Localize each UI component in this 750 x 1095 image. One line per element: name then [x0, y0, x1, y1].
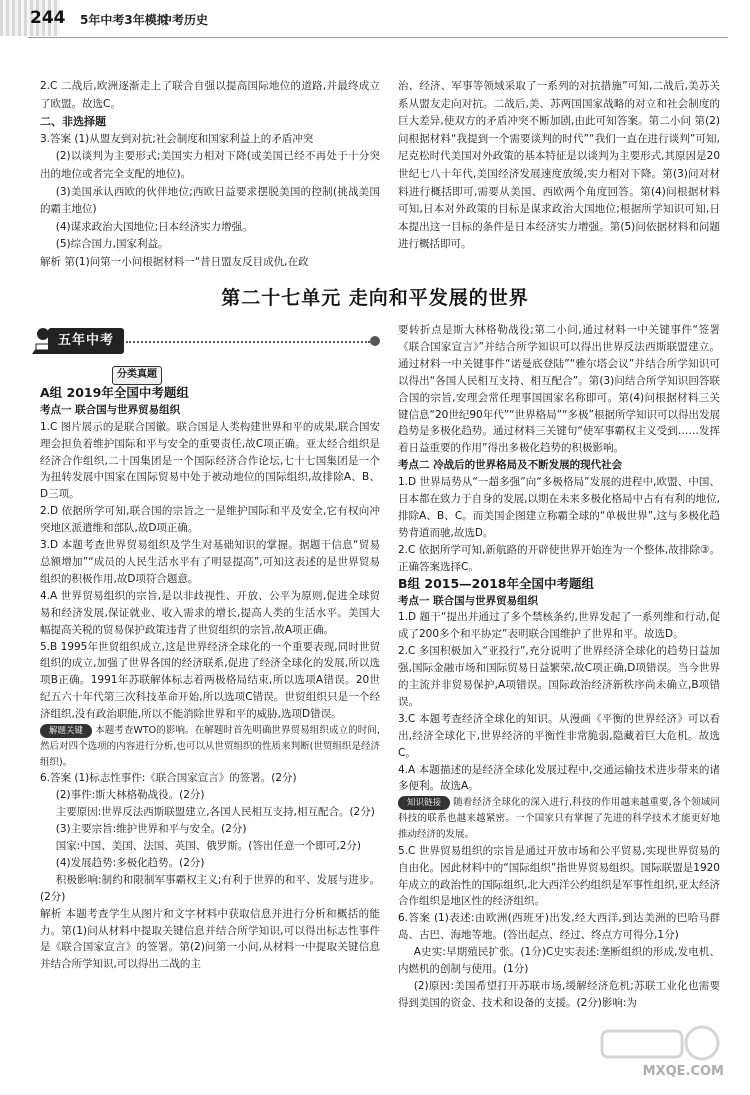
- q3-answer-5: (5)综合国力,国家利益。: [55, 238, 169, 251]
- q3-analysis: 解析 第(1)问第一小问根据材料一“昔日盟友反目成仇,在政: [40, 255, 309, 268]
- q3-answer-2: (2)以谈判为主要形式;美国实力相对下降(或美国已经不再处于十分突出的地位或者完全支配的地位)。: [40, 150, 380, 180]
- section-heading: 二、非选择题: [40, 115, 106, 129]
- answer-4: 4.A 世界贸易组织的宗旨,是以非歧视性、开放、公平为原则,促进全球贸易和经济发展,保证就业、收入需求的增长,提高人类的生活水平。美国大幅提高关税的贸易保护政策违背了世贸组织的宗旨,故A项正确。: [40, 589, 380, 636]
- q6-analysis: 解析 本题考查学生从图片和文字材料中获取信息并进行分析和概括的能力。第(1)问从材料中提取关键信息并结合所学知识,可以得出标志性事件是《联合国家宣言》的签署。第(2)问第一小问,从材料一中提取关键信息并结合所学知识,可以得出二战的主: [40, 907, 380, 971]
- q6-answer-3a: (3)主要宗旨:维护世界和平与安全。(2分): [55, 823, 247, 836]
- subject-title: 中考历史: [160, 13, 209, 27]
- right-bottom-column: [398, 322, 720, 1012]
- answer-r2: 2.C 依据所学可知,新航路的开辟使世界开始连为一个整体,故排除③。正确答案选择C。: [398, 543, 720, 573]
- group-a-heading: A组 2019年全国中考题组: [40, 384, 189, 400]
- page-number: 244: [30, 8, 66, 28]
- answer-2: 2.D 依据所学可知,联合国的宗旨之一是维护国际和平及安全,它有权向冲突地区派遣维和部队,故D项正确。: [40, 505, 380, 535]
- answer-b6-1: 6.答案 (1)表述:由欧洲(西班牙)出发,经大西洋,到达美洲的巴哈马群岛、古巴、海地等地。(答出起点、经过、终点方可得分,1分): [398, 912, 720, 942]
- left-top-column: [40, 78, 380, 272]
- answer-b1: 1.D 题干“提出并通过了多个禁核条约,世界发起了一系列维和行动,促成了200多个和平协定”表明联合国维护了世界和平。故选D。: [398, 611, 720, 641]
- banner-label: 五年中考: [48, 328, 124, 354]
- unit-title: 第二十七单元 走向和平发展的世界: [221, 287, 529, 309]
- analysis-continued: 治、经济、军事等领域采取了一系列的对抗措施”可知,二战后,美苏关系从盟友走向对抗。二战后,美、苏两国国家战略的对立和社会制度的巨大差异,使双方的矛盾冲突不断加剧,由此可知答案。第二小问 第(2)问根据材料“我提到一个需要谈判的时代”“我们一直在进行谈判”可知,尼克松时代美国对外政策的基本特征是以谈判为主要形式,其原因是20世纪七八十年代,美国经济发展速度放缓,实力相对下降。第(3)问对材料进行概括即可,需要从美国、西欧两个角度回答。第(4)问根据材料可知,日本对外政策的目标是谋求政治大国地位;根据所学知识可知,日本提出这一目标的条件是日本经济实力增强。第(5)问依据材料和问题进行概括即可。: [398, 80, 720, 251]
- answer-1: 1.C 图片展示的是联合国徽。联合国是人类构建世界和平的成果,联合国安理会担负着维护国际和平与安全的重要责任,故C项正确。亚太经合组织是经济合作组织,二十国集团是一个国际经济合作论坛,七十七国集团是一个为扭转发展中国家在国际贸易中处于被动地位的国际组织,故排除A、B、D三项。: [40, 420, 380, 501]
- answer-b2: 2.C 多国积极加入“亚投行”,充分说明了世界经济全球化的趋势日益加强,国际金融市场和国际贸易日益繁荣,故C项正确,D项错误。当今世界的主流并非贸易保护,A项错误。国际政治经济新秩序尚未确立,B项错误。: [398, 645, 720, 708]
- link-tip-icon: 知识链接: [398, 796, 450, 810]
- q6-answer-1: 6.答案 (1)标志性事件:《联合国家宣言》的签署。(2分): [40, 772, 297, 785]
- answer-3: 3.D 本题考查世界贸易组织及学生对基础知识的掌握。据题干信息“贸易总额增加”“成员的人民生活水平有了明显提高”,可知这表述的是世界贸易组织的积极作用,故D项符合题意。: [40, 539, 380, 585]
- category-tag: 分类真题: [112, 366, 162, 385]
- tip-text: 本题考查WTO的影响。在解题时首先明确世界贸易组织成立的时间,然后对四个选项的内容进行分析,也可以从世贸组织的性质来判断(世贸组织是经济组织)。: [40, 725, 380, 768]
- answer-5: 5.B 1995年世贸组织成立,这是世界经济全球化的一个重要表现,同时世贸组织的成立,加强了世界各国的经济联系,促进了经济全球化的发展,所以选项B正确。1991年苏联解体标志着两极格局结束,所以选项A错误。20世纪五六十年代第三次科技革命开始,所以选项C错误。世贸组织只是一个经济组织,没有政治职能,所以不能消除世界和平的威胁,选项D错误。: [40, 640, 380, 721]
- five-year-banner: [30, 326, 382, 358]
- answer-b4: 4.A 本题描述的是经济全球化发展过程中,交通运输技术进步带来的诸多便利。故选A。: [398, 763, 720, 793]
- group-b-heading: B组 2015—2018年全国中考题组: [398, 575, 594, 591]
- knowledge-link-box: [398, 795, 720, 842]
- q3-answer-3: (3)美国承认西欧的伙伴地位;西欧日益要求摆脱美国的控制(挑战美国的霸主地位): [40, 185, 380, 216]
- page-header: [0, 0, 750, 36]
- header-rule: [28, 37, 728, 38]
- answer-b5: 5.C 世界贸易组织的宗旨是通过开放市场和公平贸易,实现世界贸易的自由化。因此材料中的“国际组织”指世界贸易组织。国际联盟是1920年成立的政治性的国际组织,北大西洋公约组织是军事性组织,亚太经济合作组织是地区性的经济组织。: [398, 844, 720, 908]
- answer-b3: 3.C 本题考查经济全球化的知识。从漫画《平衡的世界经济》可以看出,经济全球化下,世界经济的平衡性非常脆弱,隐藏着巨大危机。故选C。: [398, 712, 720, 759]
- answer-r1: 1.D 世界局势从“一超多强”向“多极格局”发展的进程中,欧盟、中国、日本都在致力于自身的发展,以期在未来多极化格局中占有有利的地位,排除A、B、C。而美国企图建立称霸全球的“单极世界”,这与多极化趋势背道而驰,故选D。: [398, 476, 720, 539]
- analysis-q6-continued: 要转折点是斯大林格勒战役;第二小问,通过材料一中关键事件“签署《联合国家宣言》”并结合所学知识可以得出世界反法西斯联盟建立。通过材料一中关键事件“诺曼底登陆”“雅尔塔会议”并结合所学知识可以得出“各国人民相互支持、相互配合”。第(3)问结合所学知识回答联合国的宗旨,安理会常任理事国国家名称即可。第(4)问根据材料三关键信息“20世纪90年代”“世界格局”“多极”根据所学知识可以得出发展趋势是多极化趋势。通过材料三关键句“使军事霸权主义受到……发挥着日益重要的作用”得出多极化趋势的积极影响。: [398, 324, 720, 455]
- q6-answer-4a: (4)发展趋势:多极化趋势。(2分): [55, 856, 205, 869]
- key-tip-icon: 解题关键: [40, 724, 92, 738]
- right-top-column: [398, 78, 720, 254]
- q6-answer-3b: 国家:中国、美国、法国、英国、俄罗斯。(答出任意一个即可,2分): [55, 840, 361, 853]
- watermark-text: MXQE.COM: [642, 1064, 724, 1079]
- q3-answer-4: (4)谋求政治大国地位;日本经济实力增强。: [55, 220, 253, 233]
- banner-dot: [370, 336, 380, 346]
- answer-b6-3: (2)原因:美国希望打开苏联市场,缓解经济危机;苏联工业化也需要得到美国的资金、技术和设备的支援。(2分)影响:为: [398, 980, 720, 1009]
- q6-answer-2a: (2)事件:斯大林格勒战役。(2分): [55, 789, 205, 802]
- q6-answer-4b: 积极影响:制约和限制军事霸权主义;有利于世界的和平、发展与进步。(2分): [40, 873, 380, 903]
- kaodian-1-heading: 考点一 联合国与世界贸易组织: [40, 403, 181, 416]
- banner-rule: [126, 341, 370, 343]
- kaodian-2-heading: 考点二 冷战后的世界格局及不断发展的现代社会: [398, 459, 623, 472]
- q3-answer-1: 3.答案 (1)从盟友到对抗;社会制度和国家利益上的矛盾冲突: [40, 132, 314, 145]
- knowledge-link-text: 随着经济全球化的深入进行,科技的作用越来越重要,各个领域同科技的联系也越来越紧密。一个国家只有掌握了先进的科学技术才能更好地推动经济的发展。: [398, 797, 720, 840]
- answer-b6-2: A史实:早期殖民扩张。(1分)C史实表述:垄断组织的形成,发电机、内燃机的创制与使用。(1分): [398, 946, 720, 976]
- q6-answer-2b: 主要原因:世界反法西斯联盟建立,各国人民相互支持,相互配合。(2分): [55, 806, 375, 819]
- tip-box: [40, 723, 380, 770]
- kaodian-1b-heading: 考点一 联合国与世界贸易组织: [398, 594, 539, 607]
- left-bottom-column: [40, 360, 380, 973]
- answer-2c: 2.C 二战后,欧洲逐渐走上了联合自强以提高国际地位的道路,并最终成立了欧盟。故选C。: [40, 80, 380, 110]
- book-title: 5年中考3年模拟: [80, 13, 169, 27]
